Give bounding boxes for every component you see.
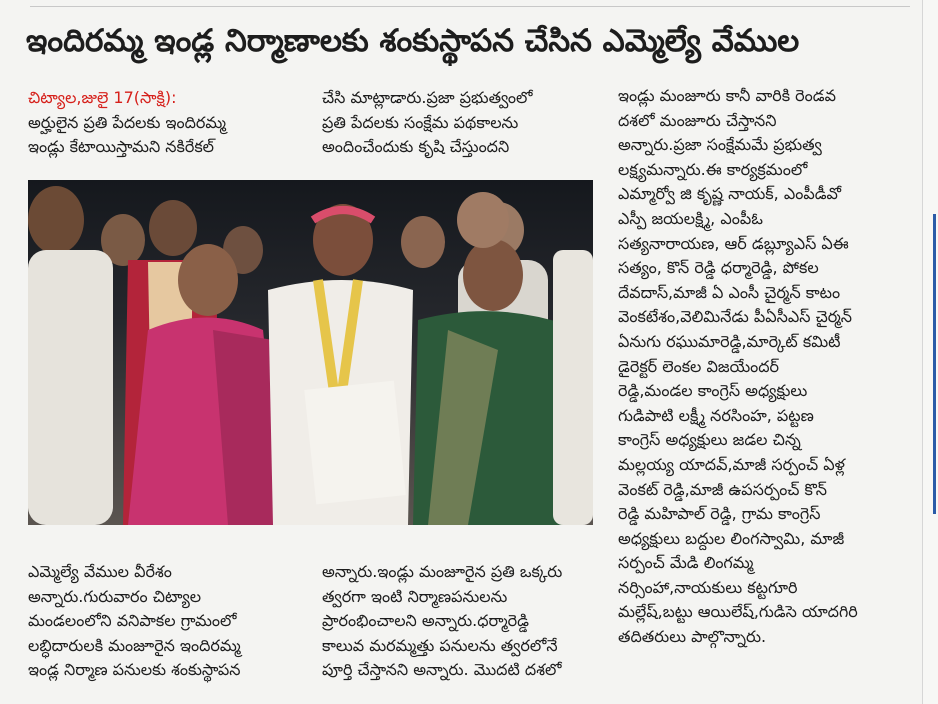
text-line: నర్సింహా,నాయకులు కట్టగూరి	[618, 577, 798, 597]
text-line: పూర్తి చేస్తానని అన్నారు. మొదటి దశలో	[322, 660, 562, 680]
column-3	[618, 84, 918, 650]
text-line: రెడ్డి,మండల కాంగ్రెస్ అధ్యక్షులు	[618, 381, 808, 401]
text-line: ఇండ్లు కేటాయిస్తామని నకిరేకల్	[28, 137, 215, 157]
text-line: మల్లేష్,బట్టు ఆయిలేష్,గుడిసె యాదగిరి	[618, 602, 858, 622]
text-line: డైరెక్టర్ లెంకల విజయేందర్	[618, 356, 780, 376]
text-line: అన్నారు.ప్రజా సంక్షేమమే ప్రభుత్వ	[618, 135, 822, 155]
news-photo	[28, 180, 593, 525]
text-line: అధ్యక్షులు బద్దుల లింగస్వామి, మాజీ	[618, 528, 845, 548]
text-line: అందించేందుకు కృషి చేస్తుందని	[322, 137, 510, 157]
news-photo-illustration	[28, 180, 593, 525]
headline: ఇందిరమ్మ ఇండ్ల నిర్మాణాలకు శంకుస్థాపన చేసిన ఎమ్మెల్యే వేముల	[26, 23, 800, 59]
text-line: లక్ష్యమన్నారు.ఈ కార్యక్రమంలో	[618, 159, 808, 179]
text-line: దశలో మంజూరు చేస్తానని	[618, 110, 777, 130]
adjacent-column-edge	[922, 0, 938, 704]
text-line: లబ్ధిదారులకి మంజూరైన ఇందిరమ్మ	[28, 635, 241, 655]
text-line: గుడిపాటి లక్ష్మీ నరసింహ, పట్టణ	[618, 405, 814, 425]
text-line: దేవదాస్,మాజీ ఏ ఎంసీ చైర్మన్ కాటం	[618, 282, 841, 302]
text-line: తదితరులు పాల్గొన్నారు.	[618, 627, 767, 647]
text-line: అన్నారు.గురువారం చిట్యాల	[28, 586, 202, 606]
column-1-top	[28, 86, 306, 160]
text-line: ఎస్పీ జయలక్ష్మి, ఎంపీఓ	[618, 208, 763, 228]
top-rule	[30, 6, 910, 7]
text-line: చేసి మాట్లాడారు.ప్రజా ప్రభుత్వంలో	[322, 88, 533, 107]
column-2-top	[322, 86, 614, 160]
text-line: కాంగ్రెస్ అధ్యక్షులు జడల చిన్న	[618, 430, 801, 450]
column-1-bottom	[28, 560, 320, 683]
text-line: ప్రతి పేదలకు సంక్షేమ పథకాలను	[322, 112, 519, 132]
text-line: త్వరగా ఇంటి నిర్మాణపనులను	[322, 586, 508, 606]
text-line: మండలంలోని వనిపాకల గ్రామంలో	[28, 611, 237, 631]
text-line: మల్లయ్య యాదవ్,మాజీ సర్పంచ్ ఏళ్ల	[618, 454, 845, 474]
text-line: సర్పంచ్ మేడి లింగమ్మ	[618, 553, 754, 573]
text-line: వెంకట్ రెడ్డి,మాజీ ఉపసర్పంచ్ కొన్	[618, 479, 827, 499]
column-2-bottom	[322, 560, 614, 683]
text-line: ఎమ్మార్వో జి కృష్ణ నాయక్, ఎంపీడీవో	[618, 184, 842, 204]
text-line: ఎమ్మెల్యే వేముల వీరేశం	[28, 562, 172, 581]
text-line: ఏనుగు రఘుమారెడ్డి,మార్కెట్ కమిటీ	[618, 331, 841, 351]
adjacent-column-rule	[933, 214, 936, 514]
text-line: సత్యం, కొన్ రెడ్డి ధర్మారెడ్డి, పోకల	[618, 258, 819, 278]
text-line: వెంకటేశం,వెలిమినేడు పీఏసీఎస్ చైర్మన్	[618, 307, 853, 327]
text-line: రెడ్డి మహిపాల్ రెడ్డి, గ్రామ కాంగ్రెస్	[618, 504, 821, 524]
text-line: ప్రారంభించాలని అన్నారు.ధర్మారెడ్డి	[322, 611, 529, 631]
text-line: అర్హులైన ప్రతి పేదలకు ఇందిరమ్మ	[28, 112, 227, 132]
text-line: ఇండ్లు మంజూరు కానీ వారికి రెండవ	[618, 86, 836, 105]
text-line: సత్యనారాయణ, ఆర్ డబ్ల్యూఎస్ ఏఈ	[618, 233, 849, 253]
dateline: చిట్యాల,జులై 17(సాక్షి):	[28, 88, 177, 107]
text-line: ఇండ్ల నిర్మాణ పనులకు శంకుస్థాపన	[28, 660, 241, 680]
text-line: అన్నారు.ఇండ్లు మంజూరైన ప్రతి ఒక్కరు	[322, 562, 563, 581]
text-line: కాలువ మరమ్మత్తు పనులను త్వరలోనే	[322, 635, 558, 655]
